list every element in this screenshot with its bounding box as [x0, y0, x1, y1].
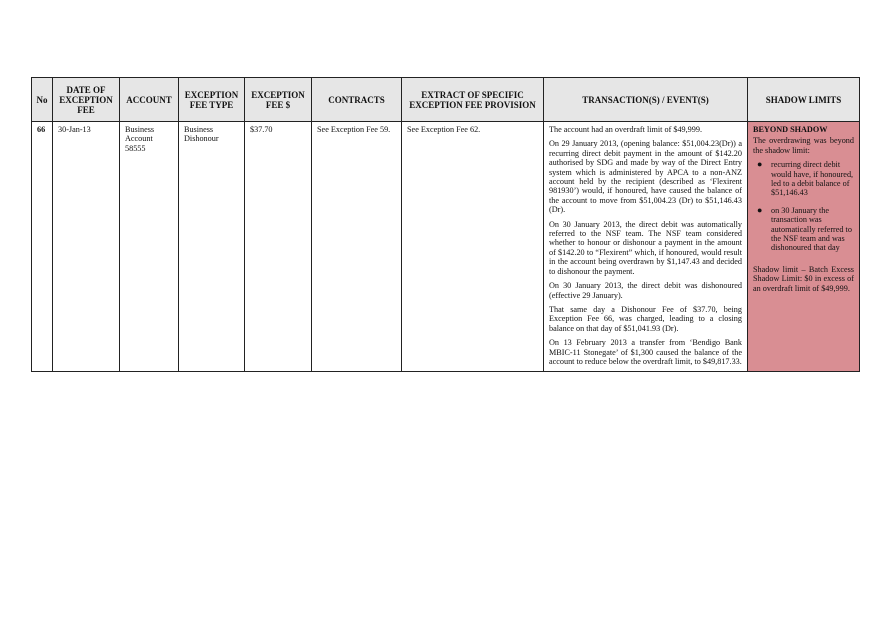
- cell-fee-type: Business Dishonour: [179, 122, 245, 372]
- header-transactions: TRANSACTION(S) / EVENT(S): [544, 78, 748, 122]
- shadow-intro: The overdrawing was beyond the shadow limit:: [753, 136, 854, 155]
- cell-transactions: [544, 122, 748, 372]
- shadow-bullet-text: recurring direct debit would have, if honoured, led to a debit balance of $51,146.43: [771, 160, 854, 198]
- header-contracts: CONTRACTS: [312, 78, 402, 122]
- cell-account: Business Account 58555: [120, 122, 179, 372]
- cell-no: 66: [32, 122, 53, 372]
- header-account: ACCOUNT: [120, 78, 179, 122]
- shadow-bullet-text: on 30 January the transaction was automatically referred to the NSF team and was dishonoured that day: [771, 205, 852, 253]
- shadow-bullet-item: [757, 204, 854, 253]
- header-fee-type: EXCEPTION FEE TYPE: [179, 78, 245, 122]
- transaction-paragraph: On 13 February 2013 a transfer from ‘Bendigo Bank MBIC-11 Stonegate’ of $1,300 caused the balance of the account to reduce below the overdraft limit, to $49,817.33.: [549, 338, 742, 366]
- header-no: No: [32, 78, 53, 122]
- table-row: [32, 122, 860, 372]
- table-header-row: [32, 78, 860, 122]
- header-fee-amount: EXCEPTION FEE $: [245, 78, 312, 122]
- shadow-bullet-list: [753, 160, 854, 253]
- exception-fee-table: [31, 77, 860, 372]
- shadow-limit-text: Shadow limit – Batch Excess Shadow Limit: $0 in excess of an overdraft limit of $49,999.: [753, 264, 854, 293]
- bullet-icon: ●: [757, 159, 763, 170]
- cell-extract: See Exception Fee 62.: [402, 122, 544, 372]
- cell-contracts: See Exception Fee 59.: [312, 122, 402, 372]
- shadow-title: BEYOND SHADOW: [753, 125, 828, 134]
- cell-shadow-limits: [748, 122, 860, 372]
- transaction-paragraph: On 30 January 2013, the direct debit was dishonoured (effective 29 January).: [549, 281, 742, 300]
- transaction-paragraph: The account had an overdraft limit of $49,999.: [549, 125, 703, 134]
- exception-fee-table-page: [31, 77, 859, 372]
- shadow-bullet-item: [757, 159, 854, 198]
- header-date: DATE OF EXCEPTION FEE: [53, 78, 120, 122]
- header-shadow-limits: SHADOW LIMITS: [748, 78, 860, 122]
- bullet-icon: ●: [757, 204, 763, 215]
- cell-date: 30-Jan-13: [53, 122, 120, 372]
- transaction-paragraph: That same day a Dishonour Fee of $37.70, being Exception Fee 66, was charged, leading to a closing balance on that day of $51,041.93 (Dr).: [549, 304, 742, 333]
- cell-fee-amount: $37.70: [245, 122, 312, 372]
- transaction-paragraph: On 29 January 2013, (opening balance: $51,004.23(Dr)) a recurring direct debit payment in the amount of $142.20 authorised by SDG and made by way of the Direct Entry system which is administered by APCA to a non-ANZ account held by the recipient (described as ‘Flexirent 981930’) would, if honoured, have caused the balance of the account to move from $51,004.23 (Dr) to $51,146.43 (Dr).: [549, 139, 742, 215]
- header-extract: EXTRACT OF SPECIFIC EXCEPTION FEE PROVISION: [402, 78, 544, 122]
- transaction-paragraph: On 30 January 2013, the direct debit was automatically referred to the NSF team. The NSF team considered whether to honour or dishonour a payment in the amount of $142.20 to “Flexirent” which, if honoured, would result in the account being overdrawn by $1,147.43 and decided to dishonour the payment.: [549, 219, 742, 276]
